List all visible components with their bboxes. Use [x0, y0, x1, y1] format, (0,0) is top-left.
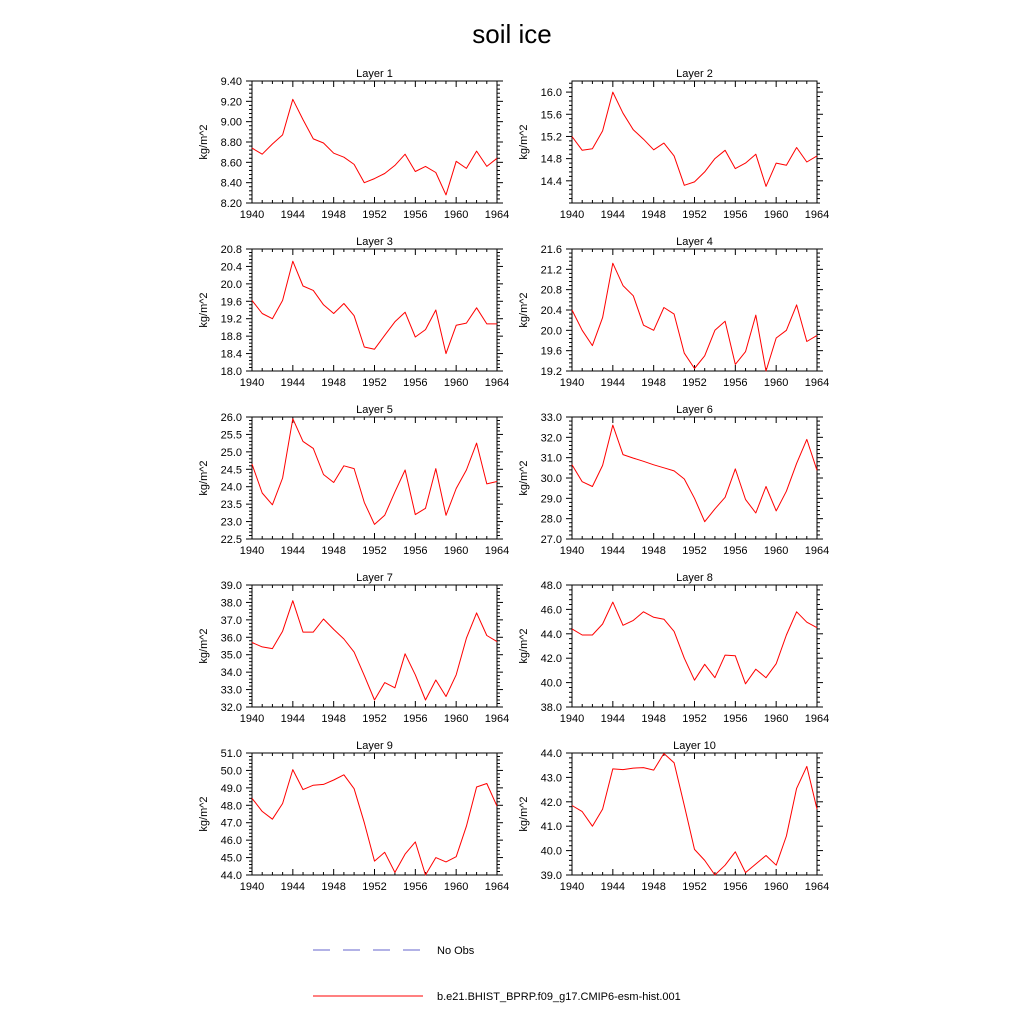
y-axis-label: kg/m^2: [518, 796, 530, 832]
x-tick-label: 1960: [763, 209, 789, 221]
x-tick-label: 1960: [763, 377, 789, 389]
series-line: [572, 602, 817, 684]
panel-layer-7: [198, 572, 509, 725]
legend-label-model: b.e21.BHIST_BPRP.f09_g17.CMIP6-esm-hist.001: [437, 991, 681, 1003]
x-tick-label: 1952: [682, 209, 707, 221]
y-tick-label: 28.0: [540, 513, 562, 526]
y-tick-label: 33.0: [540, 412, 562, 424]
y-tick-label: 51.0: [220, 748, 242, 760]
panel-title: Layer 9: [356, 740, 393, 752]
y-tick-label: 19.6: [220, 296, 242, 309]
y-tick-label: 33.0: [220, 684, 242, 697]
y-tick-label: 38.0: [540, 702, 562, 714]
y-tick-label: 37.0: [220, 614, 242, 627]
panel-layer-3: [198, 236, 509, 389]
y-tick-label: 8.20: [220, 198, 242, 210]
plot-frame: [252, 753, 497, 875]
plot-frame: [572, 249, 817, 371]
panel-layer-6: [518, 404, 829, 557]
x-tick-label: 1940: [559, 713, 585, 725]
y-tick-label: 14.8: [540, 153, 562, 166]
panel-title: Layer 8: [676, 572, 713, 584]
x-tick-label: 1964: [804, 545, 830, 557]
y-tick-label: 25.5: [220, 429, 242, 442]
y-tick-label: 42.0: [540, 796, 562, 809]
x-tick-label: 1960: [443, 377, 469, 389]
y-tick-label: 44.0: [540, 748, 562, 760]
x-tick-label: 1956: [403, 209, 428, 221]
y-tick-label: 15.2: [540, 131, 562, 144]
y-tick-label: 48.0: [220, 800, 242, 813]
y-tick-label: 18.4: [220, 348, 242, 361]
panel-title: Layer 6: [676, 404, 713, 416]
x-tick-label: 1940: [239, 881, 265, 893]
y-tick-label: 23.5: [220, 499, 242, 512]
x-tick-label: 1964: [484, 881, 510, 893]
x-tick-label: 1940: [239, 713, 265, 725]
y-tick-label: 15.6: [540, 109, 562, 122]
x-tick-label: 1944: [280, 881, 306, 893]
x-tick-label: 1960: [763, 545, 789, 557]
x-tick-label: 1964: [804, 377, 830, 389]
y-tick-label: 50.0: [220, 765, 242, 778]
x-tick-label: 1956: [403, 713, 428, 725]
plot-frame: [252, 417, 497, 539]
y-tick-label: 30.0: [540, 473, 562, 485]
x-tick-label: 1956: [723, 713, 748, 725]
x-tick-label: 1948: [321, 377, 346, 389]
plot-frame: [252, 249, 497, 371]
panel-layer-8: [518, 572, 829, 725]
y-tick-label: 40.0: [540, 845, 562, 858]
x-tick-label: 1944: [600, 209, 626, 221]
plot-frame: [572, 417, 817, 539]
y-axis-label: kg/m^2: [198, 292, 210, 328]
y-tick-label: 45.0: [220, 852, 242, 865]
y-axis-label: kg/m^2: [198, 628, 210, 664]
panel-title: Layer 7: [356, 572, 393, 584]
x-tick-label: 1960: [763, 713, 789, 725]
x-tick-label: 1956: [723, 545, 748, 557]
x-tick-label: 1944: [600, 713, 626, 725]
x-tick-label: 1952: [682, 545, 707, 557]
y-axis-label: kg/m^2: [518, 628, 530, 664]
panel-layer-10: [518, 740, 829, 893]
panel-title: Layer 2: [676, 68, 713, 80]
y-tick-label: 20.0: [540, 325, 562, 338]
y-axis-label: kg/m^2: [518, 292, 530, 328]
panel-layer-2: [518, 68, 829, 221]
y-tick-label: 31.0: [540, 452, 562, 465]
y-tick-label: 27.0: [540, 534, 562, 546]
y-tick-label: 22.5: [220, 534, 242, 546]
y-tick-label: 25.0: [220, 446, 242, 459]
y-tick-label: 26.0: [220, 412, 242, 424]
y-tick-label: 24.5: [220, 464, 242, 477]
plot-frame: [252, 585, 497, 707]
y-axis-label: kg/m^2: [518, 460, 530, 496]
series-line: [252, 261, 497, 353]
series-line: [252, 770, 497, 875]
y-tick-label: 44.0: [540, 628, 562, 641]
x-tick-label: 1944: [280, 377, 306, 389]
x-tick-label: 1952: [362, 881, 387, 893]
y-tick-label: 18.0: [220, 366, 242, 378]
y-axis-label: kg/m^2: [198, 124, 210, 160]
y-tick-label: 19.2: [540, 366, 562, 378]
y-tick-label: 16.0: [540, 87, 562, 100]
x-tick-label: 1952: [682, 713, 707, 725]
x-tick-label: 1952: [362, 209, 387, 221]
series-line: [572, 425, 817, 522]
x-tick-label: 1952: [682, 881, 707, 893]
y-tick-label: 9.20: [220, 96, 242, 109]
plot-frame: [572, 81, 817, 203]
x-tick-label: 1960: [443, 713, 469, 725]
x-tick-label: 1940: [239, 377, 265, 389]
panel-grid: [198, 68, 829, 893]
y-tick-label: 20.4: [220, 261, 242, 274]
y-tick-label: 8.80: [220, 137, 242, 149]
panel-title: Layer 3: [356, 236, 393, 248]
x-tick-label: 1948: [321, 881, 346, 893]
y-tick-label: 49.0: [220, 782, 242, 795]
series-line: [252, 419, 497, 525]
x-tick-label: 1956: [723, 881, 748, 893]
x-tick-label: 1952: [362, 545, 387, 557]
legend-entry-no-obs: [313, 945, 475, 957]
series-line: [252, 601, 497, 700]
panel-layer-9: [198, 740, 509, 893]
panel-title: Layer 1: [356, 68, 393, 80]
y-tick-label: 47.0: [220, 817, 242, 830]
series-line: [252, 99, 497, 195]
series-line: [572, 263, 817, 371]
panel-layer-4: [518, 236, 829, 389]
x-tick-label: 1956: [723, 209, 748, 221]
panel-layer-1: [198, 68, 509, 221]
y-tick-label: 32.0: [220, 702, 242, 714]
x-tick-label: 1956: [403, 881, 428, 893]
x-tick-label: 1948: [641, 209, 666, 221]
panel-title: Layer 10: [673, 740, 716, 752]
x-tick-label: 1952: [682, 377, 707, 389]
x-tick-label: 1944: [280, 545, 306, 557]
y-tick-label: 18.8: [220, 331, 242, 344]
y-tick-label: 34.0: [220, 667, 242, 680]
y-tick-label: 29.0: [540, 493, 562, 506]
plot-frame: [572, 753, 817, 875]
x-tick-label: 1948: [641, 713, 666, 725]
y-tick-label: 44.0: [220, 870, 242, 882]
x-tick-label: 1964: [804, 881, 830, 893]
x-tick-label: 1948: [641, 545, 666, 557]
x-tick-label: 1944: [280, 713, 306, 725]
x-tick-label: 1956: [403, 545, 428, 557]
x-tick-label: 1944: [600, 545, 626, 557]
y-tick-label: 42.0: [540, 653, 562, 666]
x-tick-label: 1940: [239, 209, 265, 221]
series-line: [572, 92, 817, 186]
x-tick-label: 1940: [559, 209, 585, 221]
x-tick-label: 1964: [484, 713, 510, 725]
y-axis-label: kg/m^2: [518, 124, 530, 160]
x-tick-label: 1964: [804, 713, 830, 725]
y-tick-label: 9.00: [220, 116, 242, 129]
y-axis-label: kg/m^2: [198, 796, 210, 832]
x-tick-label: 1964: [484, 377, 510, 389]
x-tick-label: 1940: [559, 377, 585, 389]
y-tick-label: 39.0: [540, 870, 562, 882]
y-tick-label: 43.0: [540, 772, 562, 785]
x-tick-label: 1952: [362, 713, 387, 725]
y-tick-label: 46.0: [220, 835, 242, 848]
x-tick-label: 1948: [321, 713, 346, 725]
plot-frame: [252, 81, 497, 203]
x-tick-label: 1948: [321, 209, 346, 221]
x-tick-label: 1948: [641, 377, 666, 389]
y-tick-label: 48.0: [540, 580, 562, 592]
y-tick-label: 39.0: [220, 580, 242, 592]
y-tick-label: 20.4: [540, 305, 562, 317]
y-tick-label: 35.0: [220, 649, 242, 662]
x-tick-label: 1948: [641, 881, 666, 893]
y-tick-label: 40.0: [540, 677, 562, 690]
x-tick-label: 1964: [484, 545, 510, 557]
x-tick-label: 1956: [723, 377, 748, 389]
panel-title: Layer 5: [356, 404, 393, 416]
y-tick-label: 41.0: [540, 821, 562, 834]
x-tick-label: 1940: [239, 545, 265, 557]
legend-entry-model: [313, 991, 681, 1003]
y-tick-label: 36.0: [220, 632, 242, 645]
y-tick-label: 32.0: [540, 432, 562, 445]
y-tick-label: 23.0: [220, 516, 242, 529]
x-tick-label: 1960: [763, 881, 789, 893]
x-tick-label: 1960: [443, 881, 469, 893]
y-tick-label: 21.2: [540, 264, 562, 277]
x-tick-label: 1964: [484, 209, 510, 221]
y-axis-label: kg/m^2: [198, 460, 210, 496]
y-tick-label: 8.60: [220, 157, 242, 170]
panel-title: Layer 4: [676, 236, 713, 248]
x-tick-label: 1956: [403, 377, 428, 389]
y-tick-label: 24.0: [220, 481, 242, 494]
legend-label-no-obs: No Obs: [437, 945, 475, 957]
y-tick-label: 14.4: [540, 175, 562, 188]
panel-layer-5: [198, 404, 509, 557]
x-tick-label: 1944: [600, 377, 626, 389]
y-tick-label: 20.0: [220, 278, 242, 291]
y-tick-label: 21.6: [540, 244, 562, 256]
x-tick-label: 1960: [443, 545, 469, 557]
x-tick-label: 1944: [280, 209, 306, 221]
y-tick-label: 20.8: [540, 284, 562, 297]
x-tick-label: 1940: [559, 881, 585, 893]
plot-frame: [572, 585, 817, 707]
y-tick-label: 46.0: [540, 604, 562, 617]
x-tick-label: 1964: [804, 209, 830, 221]
x-tick-label: 1944: [600, 881, 626, 893]
y-tick-label: 19.2: [220, 313, 242, 326]
x-tick-label: 1948: [321, 545, 346, 557]
x-tick-label: 1952: [362, 377, 387, 389]
y-tick-label: 8.40: [220, 177, 242, 190]
series-line: [572, 754, 817, 876]
y-tick-label: 9.40: [220, 76, 242, 88]
x-tick-label: 1960: [443, 209, 469, 221]
figure-title: soil ice: [472, 19, 552, 49]
y-tick-label: 20.8: [220, 244, 242, 256]
x-tick-label: 1940: [559, 545, 585, 557]
y-tick-label: 38.0: [220, 597, 242, 610]
y-tick-label: 19.6: [540, 345, 562, 358]
legend: [313, 945, 681, 1003]
